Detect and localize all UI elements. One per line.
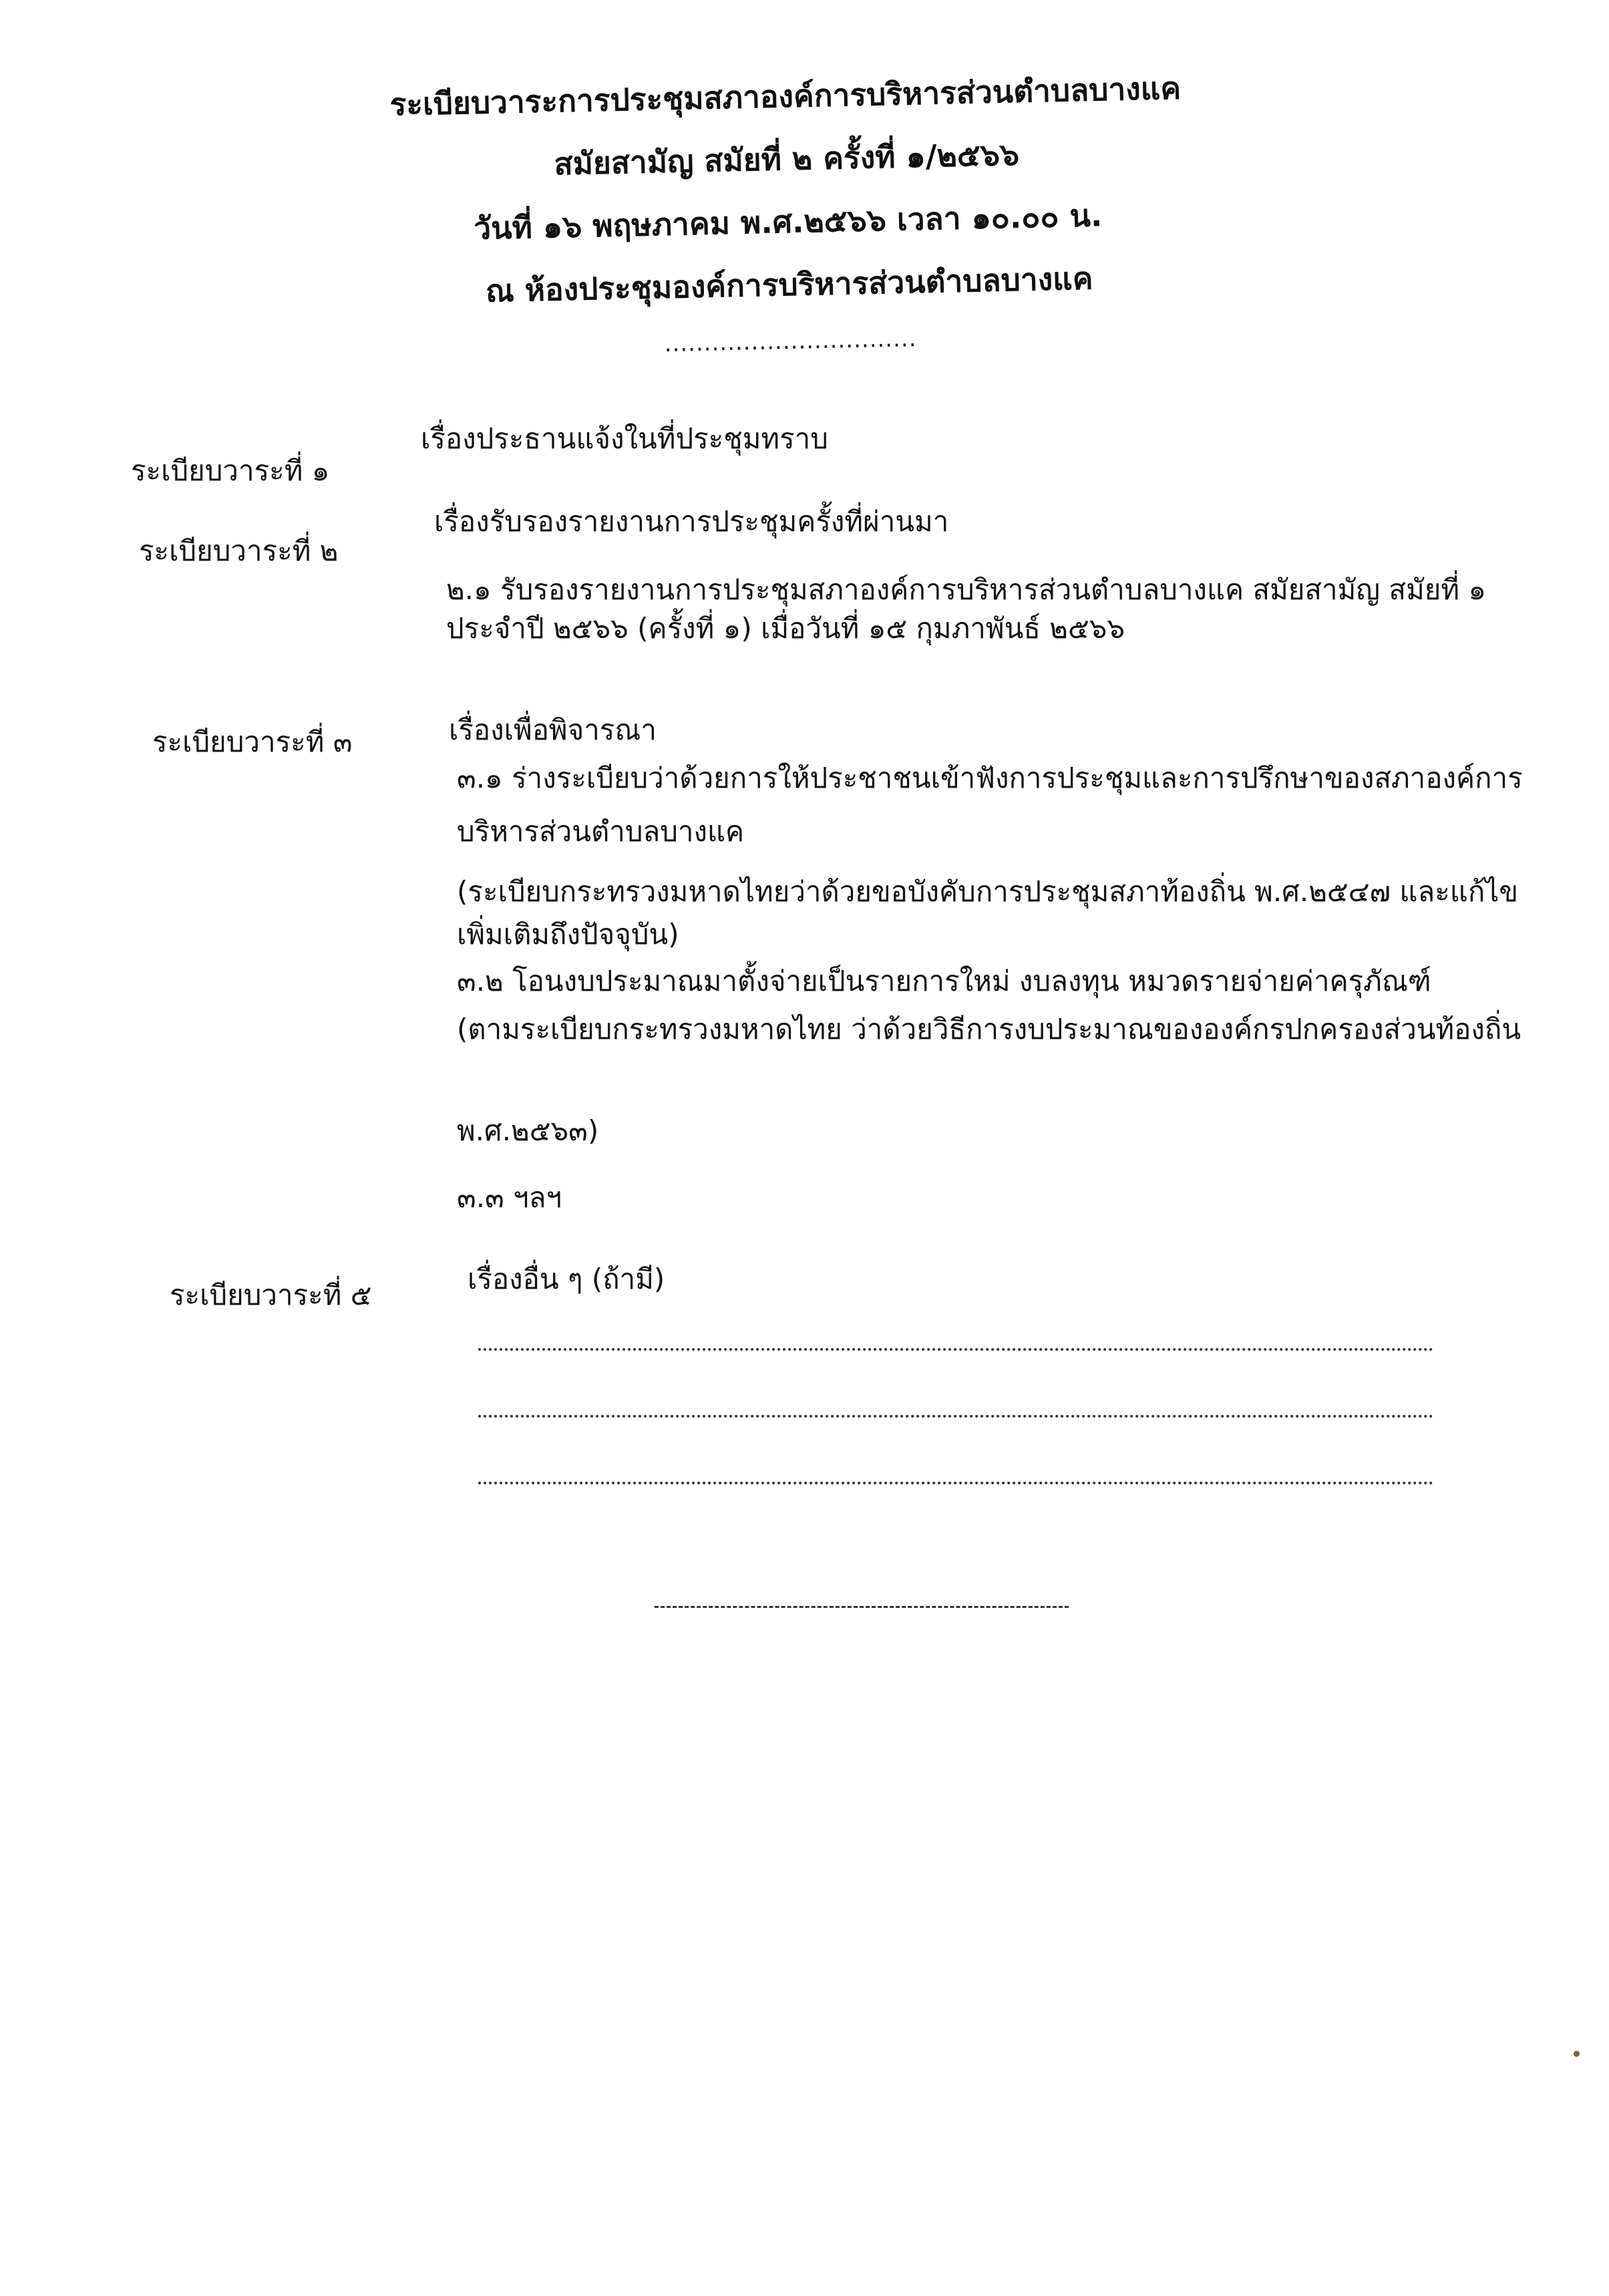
header-session: สมัยสามัญ สมัยที่ ๒ ครั้งที่ ๑/๒๕๖๖ [554, 136, 1020, 182]
blank-line-1 [478, 1348, 1433, 1351]
agenda-3-title: เรื่องเพื่อพิจารณา [449, 713, 657, 746]
agenda-2-item-1: ๒.๑ รับรองรายงานการประชุมสภาองค์การบริหารส่วนตำบลบางแค สมัยสามัญ สมัยที่ ๑ [446, 573, 1487, 606]
agenda-3-item-1-cont: บริหารส่วนตำบลบางแค [457, 815, 745, 848]
blank-line-3 [478, 1482, 1433, 1484]
agenda-1-title: เรื่องประธานแจ้งในที่ประชุมทราบ [421, 422, 828, 455]
paper-speck [1574, 2051, 1580, 2057]
end-rule [655, 1606, 1069, 1608]
header-venue: ณ ห้องประชุมองค์การบริหารส่วนตำบลบางแค [485, 260, 1094, 309]
agenda-5-label: ระเบียบวาระที่ ๕ [170, 1279, 372, 1311]
header-title: ระเบียบวาระการประชุมสภาองค์การบริหารส่วนตำบลบางแค [389, 69, 1182, 123]
blank-line-2 [478, 1415, 1433, 1418]
agenda-3-item-3: ๓.๓ ฯลฯ [457, 1181, 562, 1214]
agenda-3-label: ระเบียบวาระที่ ๓ [152, 725, 353, 758]
header-dotted-rule: ................................ [664, 325, 917, 357]
agenda-3-item-1: ๓.๑ ร่างระเบียบว่าด้วยการให้ประชาชนเข้าฟังการประชุมและการปรึกษาของสภาองค์การ [457, 762, 1523, 794]
agenda-3-item-1-ref: (ระเบียบกระทรวงมหาดไทยว่าด้วยขอบังคับการประชุมสภาท้องถิ่น พ.ศ.๒๕๔๗ และแก้ไข [457, 875, 1519, 908]
agenda-3-item-2-ref: (ตามระเบียบกระทรวงมหาดไทย ว่าด้วยวิธีการงบประมาณขององค์กรปกครองส่วนท้องถิ่น [457, 1013, 1522, 1045]
header-date: วันที่ ๑๖ พฤษภาคม พ.ศ.๒๕๖๖ เวลา ๑๐.๐๐ น. [473, 197, 1103, 247]
agenda-5-title: เรื่องอื่น ๆ (ถ้ามี) [468, 1263, 665, 1295]
agenda-3-item-1-ref-cont: เพิ่มเติมถึงปัจจุบัน) [457, 918, 679, 951]
agenda-3-item-2-ref-cont: พ.ศ.๒๕๖๓) [457, 1114, 599, 1147]
agenda-2-title: เรื่องรับรองรายงานการประชุมครั้งที่ผ่านมา [434, 505, 949, 538]
agenda-1-label: ระเบียบวาระที่ ๑ [131, 454, 330, 487]
agenda-3-item-2: ๓.๒ โอนงบประมาณมาตั้งจ่ายเป็นรายการใหม่ งบลงทุน หมวดรายจ่ายค่าครุภัณฑ์ [457, 965, 1431, 997]
agenda-2-item-1-cont: ประจำปี ๒๕๖๖ (ครั้งที่ ๑) เมื่อวันที่ ๑๕ กุมภาพันธ์ ๒๕๖๖ [446, 612, 1125, 645]
agenda-2-label: ระเบียบวาระที่ ๒ [139, 534, 339, 567]
